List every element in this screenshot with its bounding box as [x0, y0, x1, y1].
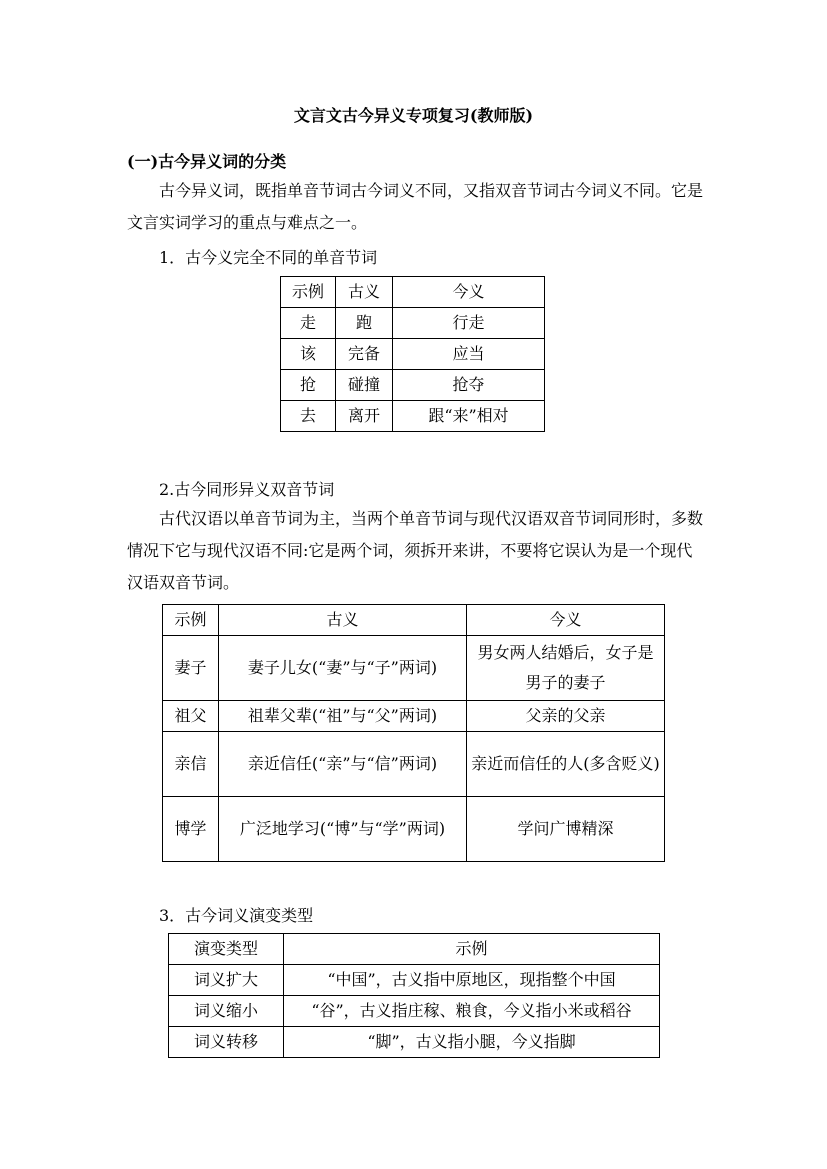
table-cell: 碰撞 — [336, 370, 393, 401]
document-title: 文言文古今异义专项复习(教师版) — [293, 106, 534, 125]
intro-paragraph: 古今异义词，既指单音节词古今词义不同，又指双音节词古今词义不同。它是文言实词学习的重点与难点之一。 — [127, 181, 704, 232]
header-cell: 今义 — [393, 277, 545, 308]
table-cell: 走 — [281, 308, 336, 339]
table-cell: 祖辈父辈(“祖”与“父”两词) — [219, 701, 467, 732]
table-cell: 应当 — [393, 339, 545, 370]
table-row — [163, 732, 665, 797]
subheading-2: 2.古今同形异义双音节词 — [159, 480, 335, 499]
table-evolution-types — [168, 933, 660, 1058]
header-cell: 演变类型 — [169, 934, 284, 965]
table-cell: 该 — [281, 339, 336, 370]
table-row — [281, 308, 545, 339]
table-cell: 行走 — [393, 308, 545, 339]
table-cell: 跑 — [336, 308, 393, 339]
table-cell: “谷”，古义指庄稼、粮食，今义指小米或稻谷 — [284, 996, 660, 1027]
table-header-row — [169, 934, 660, 965]
table-cell: 妻子儿女(“妻”与“子”两词) — [219, 636, 467, 701]
table-cell: 跟“来”相对 — [393, 401, 545, 432]
table-cell: 词义缩小 — [169, 996, 284, 1027]
subheading-3: 3．古今词义演变类型 — [159, 906, 314, 925]
table-cell: 完备 — [336, 339, 393, 370]
table-row — [163, 797, 665, 862]
table-row — [169, 1027, 660, 1058]
table-row — [169, 996, 660, 1027]
table-row — [281, 401, 545, 432]
header-cell: 古义 — [219, 605, 467, 636]
table-cell: 博学 — [163, 797, 219, 862]
table-row — [163, 701, 665, 732]
table-row — [169, 965, 660, 996]
table-cell: 抢 — [281, 370, 336, 401]
table-cell: 广泛地学习(“博”与“学”两词) — [219, 797, 467, 862]
table-cell: 学问广博精深 — [467, 797, 665, 862]
table-row — [281, 339, 545, 370]
table-cell: 离开 — [336, 401, 393, 432]
table-cell: 抢夺 — [393, 370, 545, 401]
table-cell: 妻子 — [163, 636, 219, 701]
header-cell: 示例 — [284, 934, 660, 965]
table-cell: 亲近而信任的人(多含贬义) — [467, 732, 665, 797]
header-cell: 示例 — [281, 277, 336, 308]
table-row — [281, 370, 545, 401]
table-cell: 亲近信任(“亲”与“信”两词) — [219, 732, 467, 797]
table-cell: 亲信 — [163, 732, 219, 797]
header-cell: 示例 — [163, 605, 219, 636]
table-header-row — [163, 605, 665, 636]
table-cell: 男女两人结婚后，女子是男子的妻子 — [467, 636, 665, 701]
sub2-paragraph: 古代汉语以单音节词为主，当两个单音节词与现代汉语双音节词同形时，多数情况下它与现代汉语不同:它是两个词，须拆开来讲，不要将它误认为是一个现代汉语双音节词。 — [127, 509, 704, 592]
subheading-1: 1．古今义完全不同的单音节词 — [159, 248, 378, 267]
table-monosyllabic — [280, 276, 545, 432]
table-row — [163, 636, 665, 701]
table-header-row — [281, 277, 545, 308]
table-cell: 词义扩大 — [169, 965, 284, 996]
header-cell: 今义 — [467, 605, 665, 636]
header-cell: 古义 — [336, 277, 393, 308]
section-heading: (一)古今异义词的分类 — [127, 152, 287, 171]
table-cell: 词义转移 — [169, 1027, 284, 1058]
table-cell: 父亲的父亲 — [467, 701, 665, 732]
table-cell: 去 — [281, 401, 336, 432]
table-cell: “脚”，古义指小腿，今义指脚 — [284, 1027, 660, 1058]
table-cell: “中国”，古义指中原地区，现指整个中国 — [284, 965, 660, 996]
table-cell: 祖父 — [163, 701, 219, 732]
table-disyllabic — [162, 604, 665, 862]
